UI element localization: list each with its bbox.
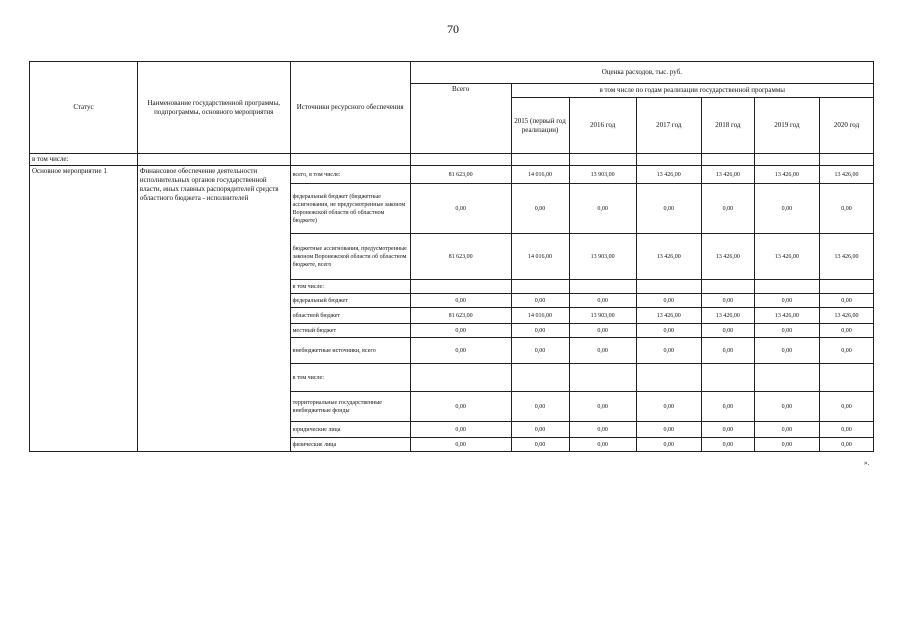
source-cell: юридические лица bbox=[290, 422, 410, 438]
value-cell: 0,00 bbox=[819, 422, 873, 438]
source-cell: внебюджетные источники, всего bbox=[290, 338, 410, 364]
value-cell: 0,00 bbox=[636, 392, 701, 422]
value-cell bbox=[569, 364, 636, 392]
value-cell: 81 623,00 bbox=[410, 308, 511, 324]
value-cell bbox=[569, 280, 636, 294]
value-cell: 0,00 bbox=[410, 422, 511, 438]
value-cell: 0,00 bbox=[569, 438, 636, 452]
value-cell: 0,00 bbox=[636, 184, 701, 234]
value-cell: 0,00 bbox=[569, 392, 636, 422]
value-cell: 0,00 bbox=[410, 324, 511, 338]
value-cell: 13 426,00 bbox=[819, 234, 873, 280]
value-cell: 13 903,00 bbox=[569, 308, 636, 324]
value-cell: 0,00 bbox=[754, 438, 819, 452]
source-cell: в том числе: bbox=[290, 280, 410, 294]
table-row bbox=[30, 166, 874, 184]
header-year-2016: 2016 год bbox=[569, 98, 636, 154]
corner-mark: ». bbox=[864, 459, 870, 467]
value-cell bbox=[819, 364, 873, 392]
value-cell: 0,00 bbox=[819, 392, 873, 422]
value-cell: 0,00 bbox=[754, 324, 819, 338]
source-cell: всего, в том числе: bbox=[290, 166, 410, 184]
value-cell: 0,00 bbox=[511, 422, 569, 438]
value-cell: 14 016,00 bbox=[511, 308, 569, 324]
value-cell: 13 426,00 bbox=[701, 234, 754, 280]
value-cell bbox=[701, 364, 754, 392]
value-cell bbox=[636, 364, 701, 392]
section-label: в том числе: bbox=[30, 154, 138, 166]
header-name: Наименование государственной программы, подпрограммы, основного мероприятия bbox=[137, 62, 290, 154]
header-by-years: в том числе по годам реализации государственной программы bbox=[511, 84, 873, 98]
value-cell: 81 623,00 bbox=[410, 234, 511, 280]
header-total: Всего bbox=[410, 84, 511, 154]
value-cell: 13 426,00 bbox=[754, 308, 819, 324]
page-number: 70 bbox=[447, 22, 459, 36]
program-name-cell: Финансовое обеспечение деятельности исполнительных органов государственной власти, иных главных распорядителей средств областного бюджета - исполнителей bbox=[137, 166, 290, 452]
source-cell: территориальные государственные внебюджетные фонды bbox=[290, 392, 410, 422]
value-cell: 0,00 bbox=[819, 324, 873, 338]
value-cell: 0,00 bbox=[410, 438, 511, 452]
value-cell: 0,00 bbox=[636, 294, 701, 308]
budget-table bbox=[29, 61, 874, 452]
value-cell: 0,00 bbox=[410, 392, 511, 422]
value-cell: 0,00 bbox=[754, 392, 819, 422]
value-cell bbox=[701, 280, 754, 294]
value-cell bbox=[410, 364, 511, 392]
value-cell: 13 426,00 bbox=[754, 234, 819, 280]
value-cell: 0,00 bbox=[636, 438, 701, 452]
value-cell: 0,00 bbox=[819, 294, 873, 308]
header-year-2015: 2015 (первый год реализации) bbox=[511, 98, 569, 154]
source-cell: местный бюджет bbox=[290, 324, 410, 338]
value-cell: 0,00 bbox=[754, 184, 819, 234]
header-status: Статус bbox=[30, 62, 138, 154]
value-cell: 0,00 bbox=[754, 422, 819, 438]
value-cell: 13 426,00 bbox=[636, 308, 701, 324]
value-cell: 0,00 bbox=[819, 438, 873, 452]
value-cell bbox=[819, 280, 873, 294]
value-cell: 0,00 bbox=[701, 438, 754, 452]
value-cell: 0,00 bbox=[569, 184, 636, 234]
value-cell: 0,00 bbox=[754, 294, 819, 308]
value-cell: 0,00 bbox=[701, 338, 754, 364]
value-cell: 13 426,00 bbox=[754, 166, 819, 184]
value-cell: 13 426,00 bbox=[701, 166, 754, 184]
value-cell bbox=[511, 364, 569, 392]
value-cell: 0,00 bbox=[754, 338, 819, 364]
source-cell: бюджетные ассигнования, предусмотренные законом Воронежской области об областном бюджете, всего bbox=[290, 234, 410, 280]
value-cell: 0,00 bbox=[569, 422, 636, 438]
value-cell: 14 016,00 bbox=[511, 234, 569, 280]
value-cell: 0,00 bbox=[410, 338, 511, 364]
source-cell: федеральный бюджет (бюджетные ассигнования, не предусмотренные законом Воронежской области об областном бюджете) bbox=[290, 184, 410, 234]
value-cell: 0,00 bbox=[701, 184, 754, 234]
source-cell: в том числе: bbox=[290, 364, 410, 392]
value-cell bbox=[511, 280, 569, 294]
value-cell: 0,00 bbox=[410, 184, 511, 234]
value-cell: 81 623,00 bbox=[410, 166, 511, 184]
header-year-2018: 2018 год bbox=[701, 98, 754, 154]
value-cell: 0,00 bbox=[511, 294, 569, 308]
value-cell bbox=[754, 280, 819, 294]
header-estimate: Оценка расходов, тыс. руб. bbox=[410, 62, 873, 84]
value-cell: 0,00 bbox=[569, 294, 636, 308]
value-cell: 0,00 bbox=[410, 294, 511, 308]
value-cell: 0,00 bbox=[636, 422, 701, 438]
value-cell bbox=[410, 280, 511, 294]
value-cell: 0,00 bbox=[636, 338, 701, 364]
value-cell: 13 426,00 bbox=[701, 308, 754, 324]
value-cell: 0,00 bbox=[701, 324, 754, 338]
value-cell bbox=[754, 364, 819, 392]
value-cell: 0,00 bbox=[569, 324, 636, 338]
header-year-2019: 2019 год bbox=[754, 98, 819, 154]
source-cell: федеральный бюджет bbox=[290, 294, 410, 308]
value-cell: 0,00 bbox=[569, 338, 636, 364]
value-cell: 0,00 bbox=[511, 438, 569, 452]
value-cell: 13 426,00 bbox=[636, 234, 701, 280]
value-cell: 13 426,00 bbox=[819, 308, 873, 324]
value-cell: 13 426,00 bbox=[819, 166, 873, 184]
header-year-2017: 2017 год bbox=[636, 98, 701, 154]
source-cell: областной бюджет bbox=[290, 308, 410, 324]
value-cell: 0,00 bbox=[819, 338, 873, 364]
value-cell: 0,00 bbox=[819, 184, 873, 234]
value-cell: 0,00 bbox=[511, 324, 569, 338]
value-cell: 0,00 bbox=[701, 294, 754, 308]
value-cell: 0,00 bbox=[511, 184, 569, 234]
status-cell: Основное мероприятие 1 bbox=[30, 166, 138, 452]
value-cell: 13 903,00 bbox=[569, 234, 636, 280]
value-cell: 13 903,00 bbox=[569, 166, 636, 184]
value-cell: 0,00 bbox=[511, 338, 569, 364]
value-cell: 0,00 bbox=[636, 324, 701, 338]
header-sources: Источники ресурсного обеспечения bbox=[290, 62, 410, 154]
value-cell: 0,00 bbox=[511, 392, 569, 422]
value-cell: 13 426,00 bbox=[636, 166, 701, 184]
source-cell: физические лица bbox=[290, 438, 410, 452]
value-cell: 0,00 bbox=[701, 392, 754, 422]
value-cell bbox=[636, 280, 701, 294]
value-cell: 14 016,00 bbox=[511, 166, 569, 184]
value-cell: 0,00 bbox=[701, 422, 754, 438]
header-year-2020: 2020 год bbox=[819, 98, 873, 154]
